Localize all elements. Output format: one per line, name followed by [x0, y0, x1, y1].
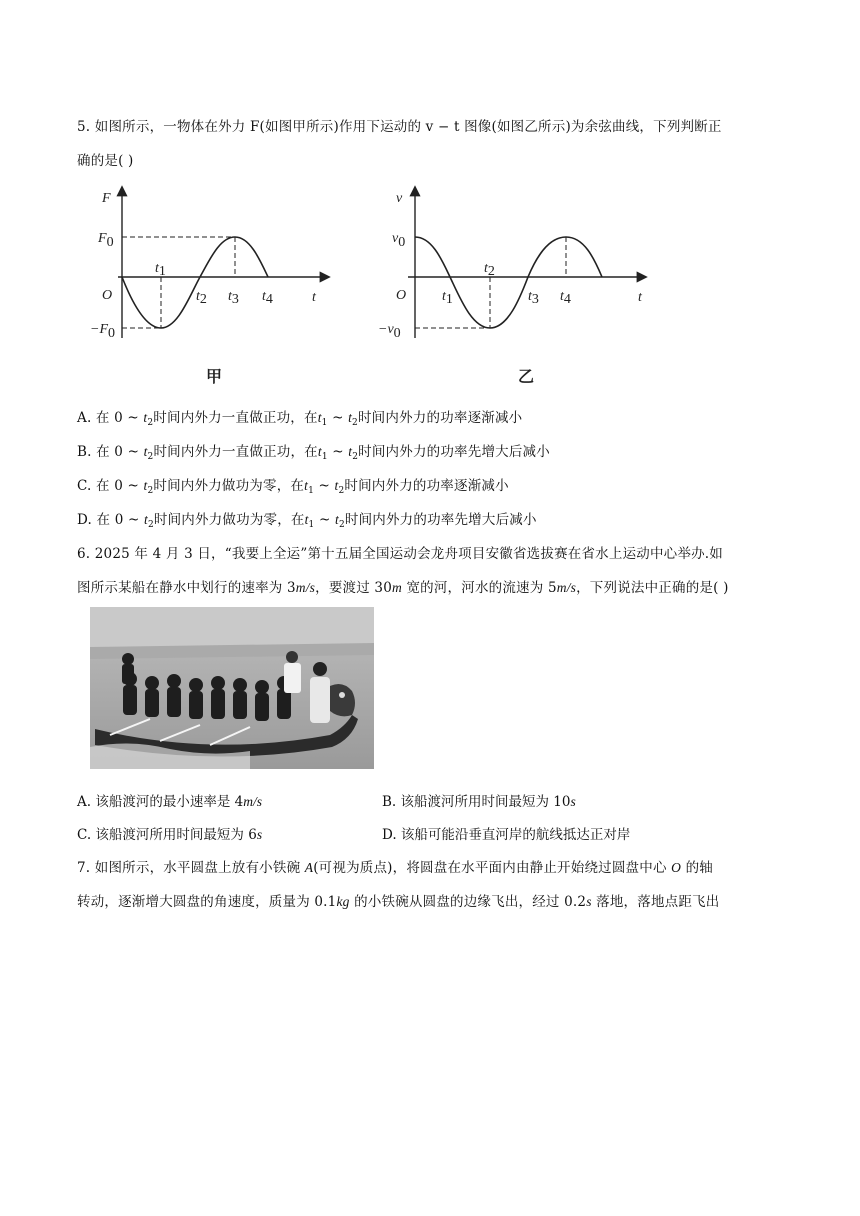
- q6-option-d: D. 该船可能沿垂直河岸的航线抵达正对岸: [382, 827, 631, 843]
- q5-graph-velocity: [370, 180, 660, 390]
- q6-option-b: B. 该船渡河所用时间最短为 10s: [382, 794, 576, 810]
- q6-option-a: A. 该船渡河的最小速率是 4m/s: [77, 794, 262, 810]
- dragon-boat-photo: [90, 607, 374, 769]
- tick-t2: t2: [484, 261, 495, 279]
- y-bottom-label: −F0: [90, 322, 115, 341]
- y-top-label: v0: [392, 231, 406, 250]
- graph-caption-jia: 甲: [206, 367, 223, 386]
- tick-t3: t3: [228, 289, 239, 307]
- q5-option-b: B. 在 0 ~ $t_2$时间内外力一直做正功，在$t_1$ ~ $t_2$时间内外力的功率先增大后减小: [77, 444, 550, 462]
- origin-label: O: [102, 288, 113, 303]
- q7-stem-line-1: 7. 如图所示，水平圆盘上放有小铁碗 A(可视为质点)，将圆盘在水平面内由静止开始绕过圆盘中心 O 的轴: [77, 860, 714, 876]
- tick-t2: t2: [196, 289, 207, 307]
- y-top-label: F0: [98, 231, 114, 250]
- tick-t1: t1: [155, 261, 166, 279]
- x-axis-label: t: [312, 290, 316, 305]
- y-axis-label: v: [396, 191, 403, 206]
- q5-option-a: A. 在 0 ~ $t_2$时间内外力一直做正功，在$t_1$ ~ $t_2$时间内外力的功率逐渐减小: [77, 410, 523, 428]
- tick-t4: t4: [560, 289, 571, 307]
- x-axis-label: t: [638, 290, 642, 305]
- q5-stem-line-2: 确的是( ): [77, 153, 134, 169]
- q5-graph-force: [90, 180, 340, 390]
- tick-t4: t4: [262, 289, 273, 307]
- origin-label: O: [396, 288, 407, 303]
- q5-stem-line-1: 5. 如图所示，一物体在外力 F(如图甲所示)作用下运动的 v − t 图像(如图乙所示)为余弦曲线，下列判断正: [77, 119, 722, 135]
- y-axis-label: F: [102, 191, 111, 206]
- q6-stem-line-2: 图所示某船在静水中划行的速率为 3m/s，要渡过 30m 宽的河，河水的流速为 5m/s，下列说法中正确的是( ): [77, 580, 729, 596]
- velocity-curve: [415, 237, 602, 328]
- q5-option-d: D. 在 0 ~ $t_2$时间内外力做功为零，在$t_1$ ~ $t_2$时间内外力的功率先增大后减小: [77, 512, 537, 530]
- tick-t1: t1: [442, 289, 453, 307]
- q5-option-c: C. 在 0 ~ $t_2$时间内外力做功为零，在$t_1$ ~ $t_2$时间内外力的功率逐渐减小: [77, 478, 509, 496]
- q7-stem-line-2: 转动，逐渐增大圆盘的角速度，质量为 0.1kg 的小铁碗从圆盘的边缘飞出，经过 0.2s 落地，落地点距飞出: [77, 894, 720, 910]
- y-bottom-label: −v0: [378, 322, 401, 341]
- q6-option-c: C. 该船渡河所用时间最短为 6s: [77, 827, 263, 843]
- graph-caption-yi: 乙: [518, 367, 535, 386]
- tick-t3: t3: [528, 289, 539, 307]
- q6-stem-line-1: 6. 2025 年 4 月 3 日，“我要上全运”第十五届全国运动会龙舟项目安徽省选拔赛在省水上运动中心举办.如: [77, 546, 723, 562]
- force-curve: [122, 237, 268, 328]
